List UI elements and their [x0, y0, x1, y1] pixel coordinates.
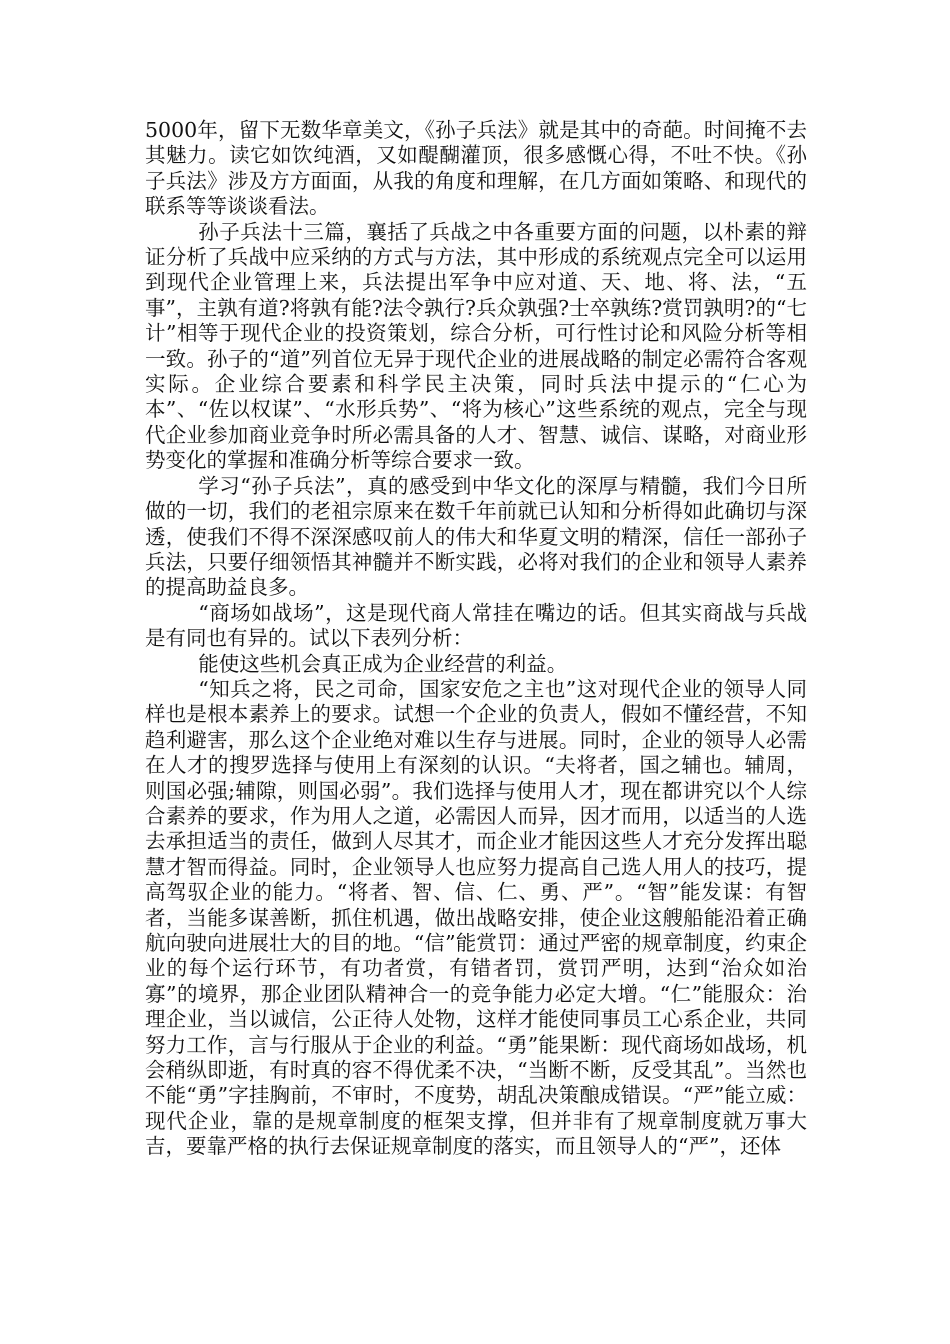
paragraph-thirteen-chapters: 孙子兵法十三篇，襄括了兵战之中各重要方面的问题，以朴素的辩证分析了兵战中应采纳的方式与方法，其中形成的系统观点完全可以运用到现代企业管理上来，兵法提出军争中应对道、天、地、将、法，“五事”，主孰有道?将孰有能?法令孰行?兵众孰强?士卒孰练?赏罚孰明?的“七计”相等于现代企业的投资策划，综合分析，可行性讨论和风险分析等相一致。孙子的“道”列首位无异于现代企业的进展战略的制定必需符合客观实际。企业综合要素和科学民主决策，同时兵法中提示的“仁心为本”、“佐以权谋”、“水形兵势”、“将为核心”这些系统的观点，完全与现代企业参加商业竞争时所必需具备的人才、智慧、诚信、谋略，对商业形势变化的掌握和准确分析等综合要求一致。: [145, 219, 807, 473]
document-body: [145, 118, 807, 1160]
paragraph-intro: 5000年，留下无数华章美文，《孙子兵法》就是其中的奇葩。时间掩不去其魅力。读它如饮纯酒，又如醍醐灌顶，很多感慨心得，不吐不快。《孙子兵法》涉及方方面面，从我的角度和理解，在几方面如策略、和现代的联系等等谈谈看法。: [145, 118, 807, 219]
paragraph-market-battlefield: “商场如战场”，这是现代商人常挂在嘴边的话。但其实商战与兵战是有同也有异的。试以下表列分析：: [145, 600, 807, 651]
paragraph-learning: 学习“孙子兵法”，真的感受到中华文化的深厚与精髓，我们今日所做的一切，我们的老祖宗原来在数千年前就已认知和分析得如此确切与深透，使我们不得不深深感叹前人的伟大和华夏文明的精深，信任一部孙子兵法，只要仔细领悟其神髓并不断实践，必将对我们的企业和领导人素养的提高助益良多。: [145, 473, 807, 600]
paragraph-opportunities: 能使这些机会真正成为企业经营的利益。: [198, 651, 568, 676]
paragraph-leader-qualities: “知兵之将，民之司命，国家安危之主也”这对现代企业的领导人同样也是根本素养上的要求。试想一个企业的负责人，假如不懂经营，不知趋利避害，那么这个企业绝对难以生存与进展。同时，企业的领导人必需在人才的搜罗选择与使用上有深刻的认识。“夫将者，国之辅也。辅周，则国必强;辅隙，则国必弱”。我们选择与使用人才，现在都讲究以个人综合素养的要求，作为用人之道，必需因人而异，因才而用，以适当的人选去承担适当的责任，做到人尽其才，而企业才能因这些人才充分发挥出聪慧才智而得益。同时，企业领导人也应努力提高自己选人用人的技巧，提高驾驭企业的能力。“将者、智、信、仁、勇、严”。“智”能发谋：有智者，当能多谋善断，抓住机遇，做出战略安排，使企业这艘船能沿着正确航向驶向进展壮大的目的地。“信”能赏罚：通过严密的规章制度，约束企业的每个运行环节，有功者赏，有错者罚，赏罚严明，达到“治众如治寡”的境界，那企业团队精神合一的竞争能力必定大增。“仁”能服众：治理企业，当以诚信，公正待人处物，这样才能使同事员工心系企业，共同努力工作，言与行服从于企业的利益。“勇”能果断：现代商场如战场，机会稍纵即逝，有时真的容不得优柔不决，“当断不断，反受其乱”。当然也不能“勇”字挂胸前，不审时，不度势，胡乱决策酿成错误。“严”能立威：现代企业，靠的是规章制度的框架支撑，但并非有了规章制度就万事大吉，要靠严格的执行去保证规章制度的落实，而且领导人的“严”，还体: [145, 676, 807, 1159]
